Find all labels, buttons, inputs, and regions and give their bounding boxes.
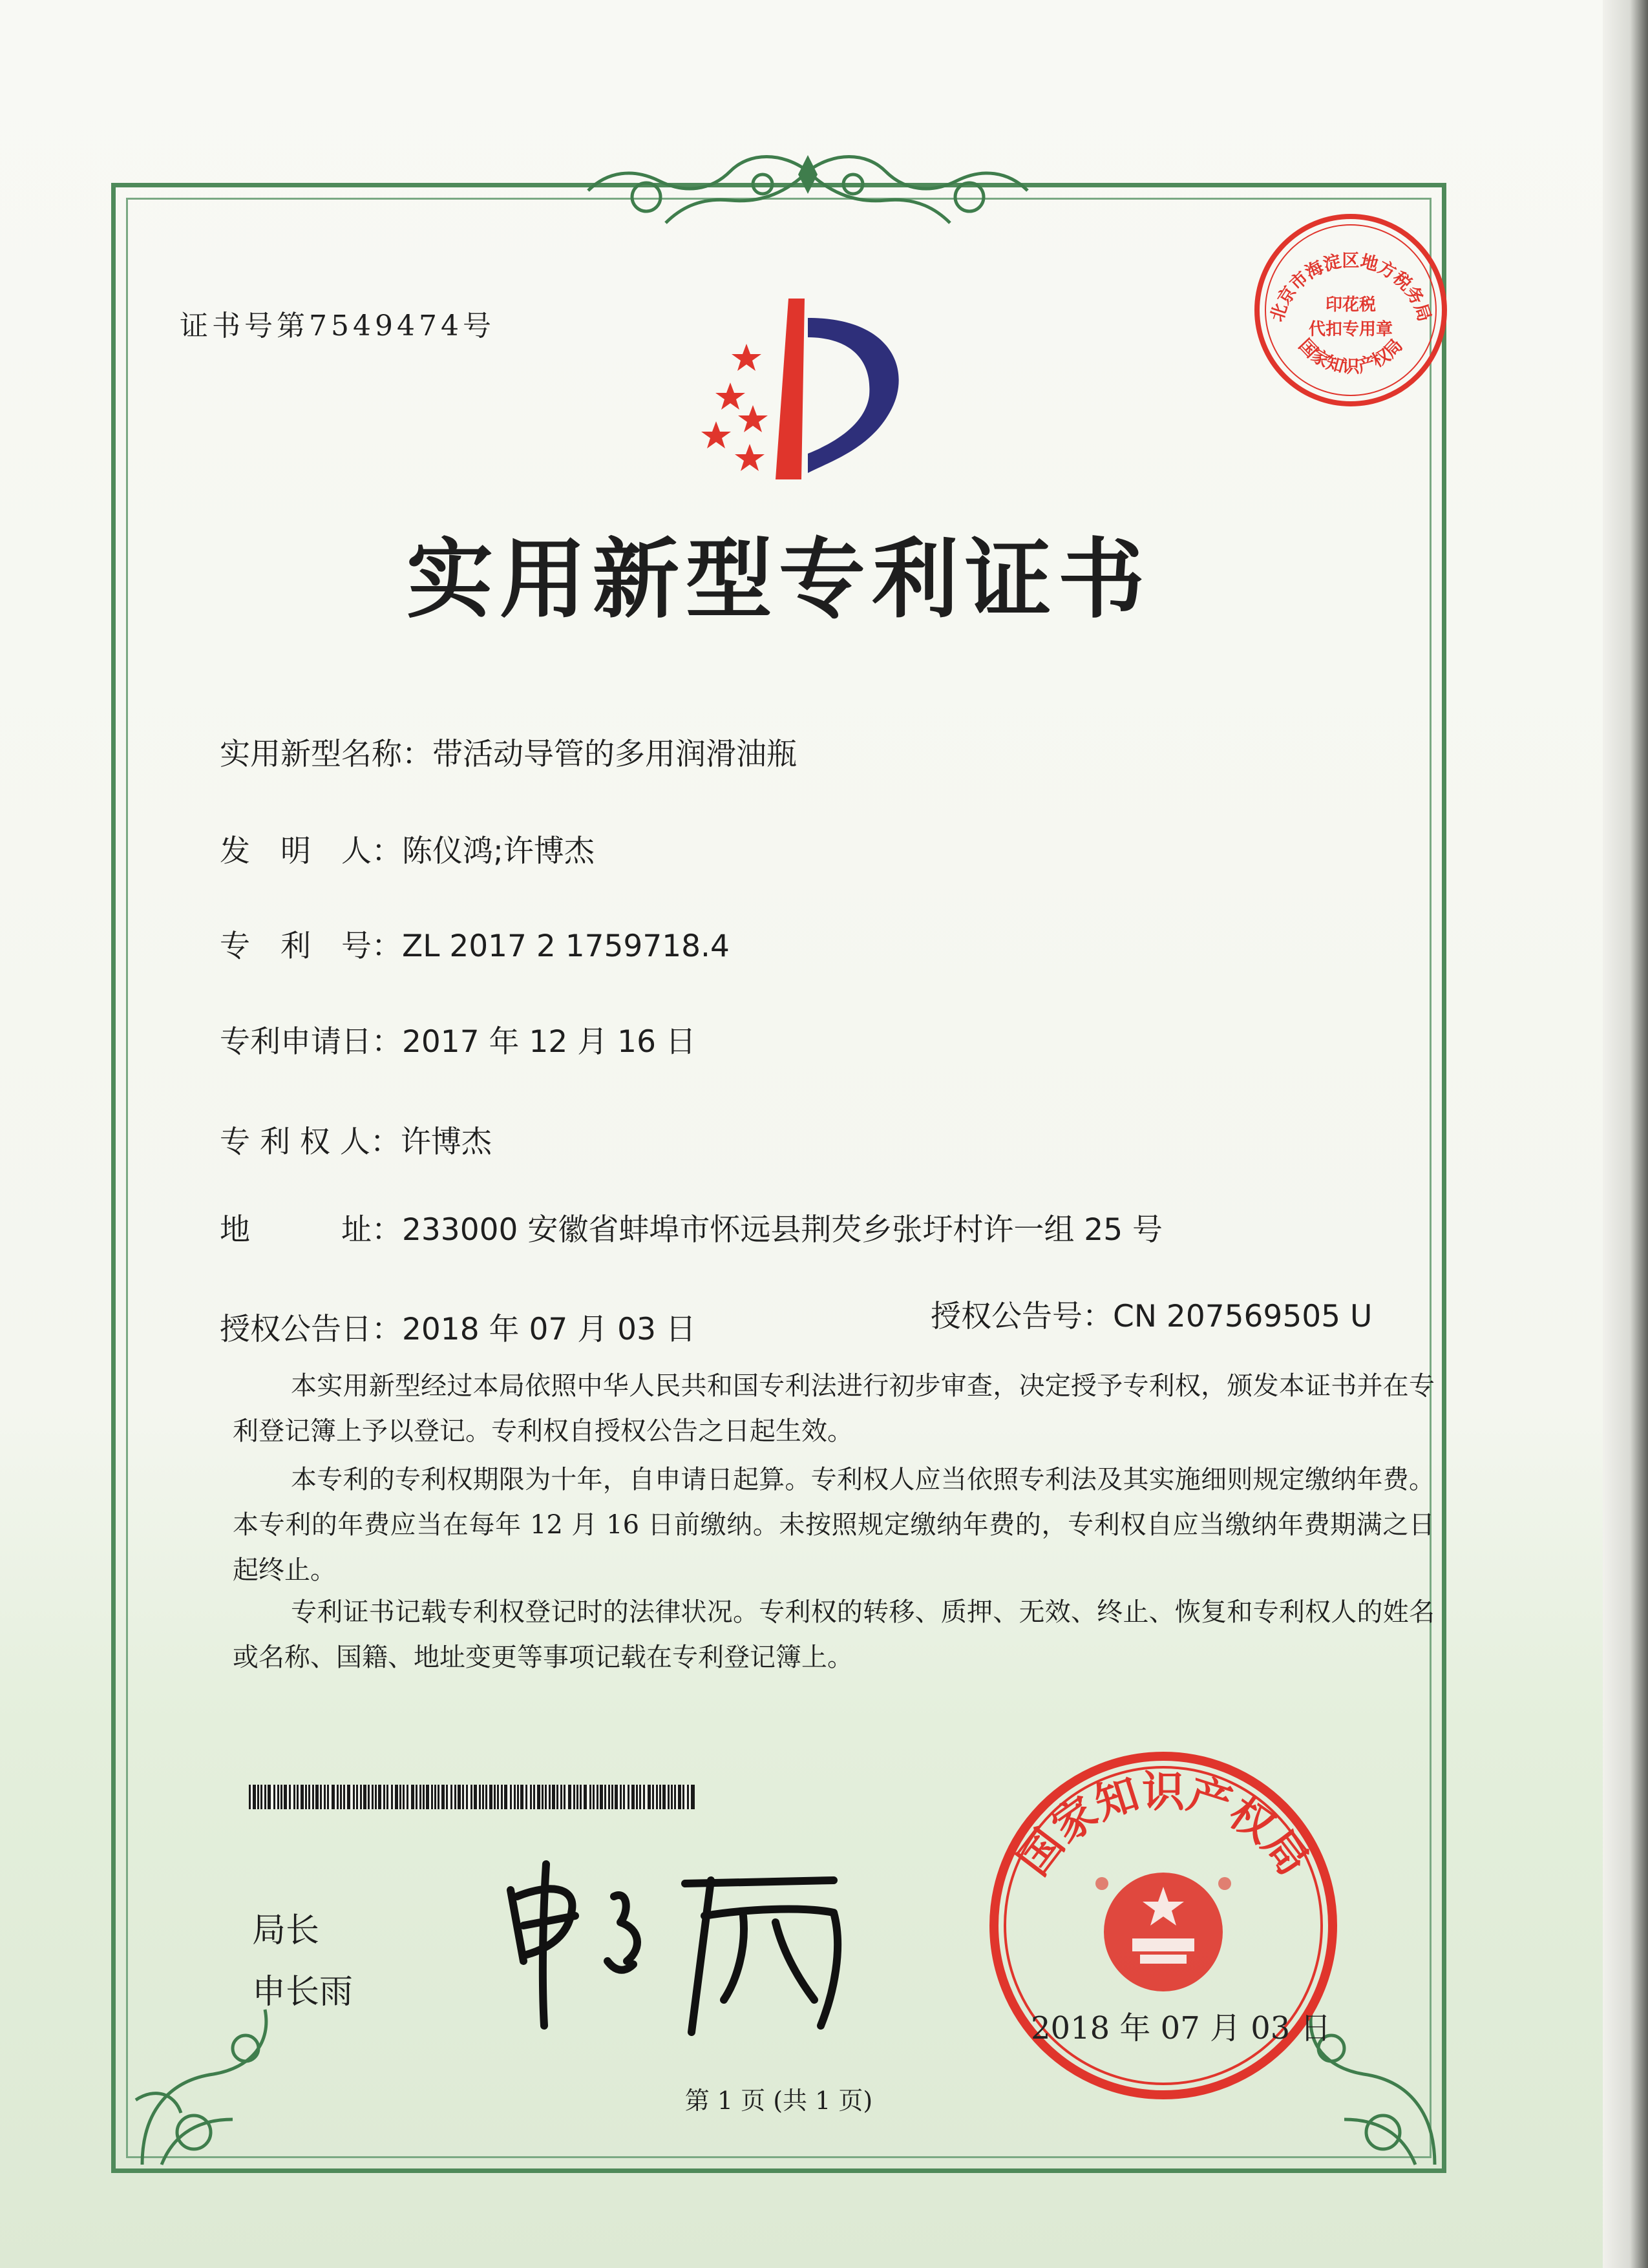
director-signature — [498, 1851, 860, 2045]
field-utility-model-name — [220, 730, 797, 773]
tax-stamp-line1: 印花税 — [1325, 295, 1377, 315]
field-label: 发 明 人： — [220, 834, 402, 869]
director-title: 局长 — [252, 1911, 320, 1950]
field-application-date — [220, 1018, 696, 1061]
field-label: 专利申请日： — [220, 1024, 402, 1060]
field-value: 带活动导管的多用润滑油瓶 — [432, 737, 797, 772]
field-patent-number — [220, 922, 730, 965]
field-label: 专 利 号： — [220, 929, 402, 964]
field-value: ZL 2017 2 1759718.4 — [402, 929, 730, 964]
page-footer: 第 1 页 (共 1 页) — [684, 2086, 873, 2115]
field-value: 2017 年 12 月 16 日 — [402, 1024, 696, 1060]
top-ornament — [569, 145, 1047, 229]
seal-text: 国家知识产权局 — [1008, 1767, 1318, 1885]
field-label: 实用新型名称： — [220, 737, 432, 772]
barcode — [249, 1785, 695, 1809]
body-paragraph-1: 本实用新型经过本局依照中华人民共和国专利法进行初步审查，决定授予专利权，颁发本证书并在专利登记簿上予以登记。专利权自授权公告之日起生效。 — [233, 1371, 1435, 1446]
paper-edge-shadow — [1603, 0, 1648, 2268]
field-inventor — [220, 827, 595, 870]
director-name: 申长雨 — [252, 1973, 354, 2011]
field-label: 地 址： — [220, 1212, 402, 1248]
field-grant-date — [220, 1305, 696, 1349]
certificate-number: 证书号第7549474号 — [180, 310, 495, 342]
field-value: 2018 年 07 月 03 日 — [402, 1312, 696, 1347]
field-value: 陈仪鸿;许博杰 — [402, 834, 595, 869]
field-label: 授权公告日： — [220, 1312, 402, 1347]
tax-stamp-outer-text: 北京市海淀区地方税务局 — [1267, 251, 1435, 324]
certificate-title: 实用新型专利证书 — [406, 529, 1151, 630]
body-paragraph-2: 本专利的专利权期限为十年，自申请日起算。专利权人应当依照专利法及其实施细则规定缴纳年费。本专利的年费应当在每年 12 月 16 日前缴纳。未按照规定缴纳年费的，专利权自应当缴纳年费期满之日起终止。 — [233, 1465, 1435, 1585]
tax-stamp-line2: 代扣专用章 — [1308, 320, 1393, 339]
field-value: 许博杰 — [400, 1124, 492, 1160]
tax-stamp — [1247, 207, 1454, 414]
body-paragraph-3: 专利证书记载专利权登记时的法律状况。专利权的转移、质押、无效、终止、恢复和专利权人的姓名或名称、国籍、地址变更等事项记载在专利登记簿上。 — [233, 1597, 1435, 1672]
seal-date: 2018 年 07 月 03 日 — [1031, 2010, 1331, 2046]
tax-stamp-bottom-text: 国家知识产权局 — [1294, 335, 1407, 377]
official-seal — [982, 1745, 1344, 2106]
field-address — [220, 1206, 1163, 1249]
field-label: 专 利 权 人： — [220, 1124, 401, 1160]
field-patentee — [220, 1118, 492, 1161]
field-label: 授权公告号： — [931, 1299, 1113, 1334]
field-announcement-number — [931, 1292, 1372, 1336]
field-value: 233000 安徽省蚌埠市怀远县荆芡乡张圩村许一组 25 号 — [402, 1212, 1163, 1248]
field-value: CN 207569505 U — [1113, 1299, 1373, 1334]
patent-office-logo — [679, 292, 937, 486]
